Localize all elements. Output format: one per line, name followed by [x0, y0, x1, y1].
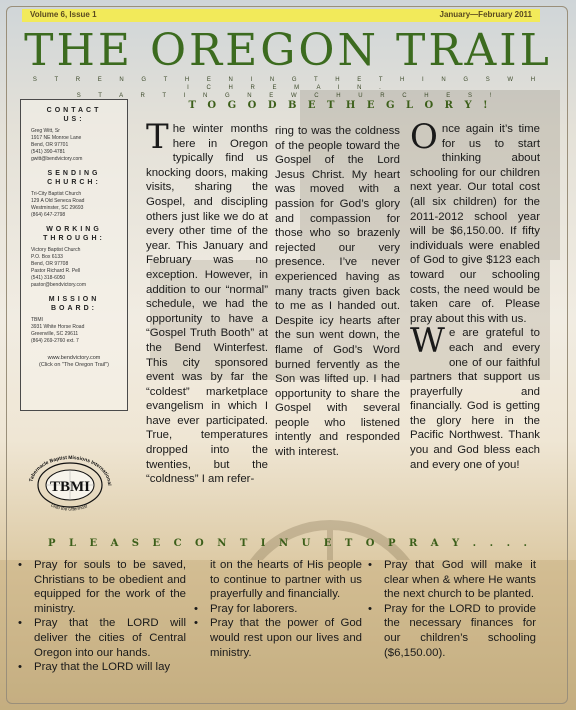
mission-board-details: TBMI 3931 White Horse Road Greenville, SC 29611 (864) 269-2760 ext. 7: [31, 317, 85, 344]
working-through-heading: WORKING THROUGH:: [43, 226, 105, 242]
website-note: (Click on "The Oregon Trail"): [39, 362, 109, 368]
contact-heading: CONTACT US:: [46, 107, 102, 123]
svg-text:Unto the Uttermost: [50, 503, 88, 512]
website-block: [21, 355, 127, 369]
article-grateful-text: e are grateful to each and every one of our faithful partners that support us prayerfully and financially. God is getting the glory here in the Pacific Northwest. Thank you and God bless each and every one of you!: [410, 327, 540, 471]
tagline-line-1: S T R E N G T H E N I N G T H E T H I N G S W H I C H R E M A I N .: [32, 77, 544, 91]
contact-details: Greg Witt, Sr 1917 NE Monroe Lane Bend, OR 97701 (541) 390-4781 gwitt@bendvictory.com: [21, 128, 127, 163]
prayer-item: • Pray for souls to be saved, Christians to be obedient and equipped for the work of the ministry.: [18, 559, 186, 615]
contact-sidebar: [20, 99, 128, 411]
logo-bottom-text: Unto the Uttermost: [50, 502, 88, 512]
article-winter-col-2: [275, 124, 400, 460]
contact-email[interactable]: gwitt@bendvictory.com: [31, 156, 83, 162]
article-winter-col-1: [146, 117, 268, 487]
tagline: [30, 76, 546, 100]
dropcap-o: O: [410, 117, 438, 157]
prayer-col-3: [366, 558, 536, 660]
sending-church-details: Tri-City Baptist Church 129 A Old Seneca Road Westminster, SC 29693 (864) 647-2798: [31, 191, 85, 218]
prayer-item: • Pray for laborers.: [194, 602, 298, 615]
prayer-item: • Pray that the LORD will lay: [18, 661, 171, 674]
volume-label: Volume 6, Issue 1: [30, 10, 97, 19]
tagline-line-2: S T A R T I N G N E W C H U R C H E S !: [76, 93, 500, 99]
logo-ring-text: Tabernacle Baptist Missions International: [28, 454, 113, 486]
prayer-item: • Pray that God will make it clear when & where He wants the next church to be planted.: [368, 559, 536, 601]
glory-heading: T O G O D B E T H E G L O R Y !: [188, 100, 492, 111]
prayer-col-1: [16, 558, 186, 675]
newsletter-title: THE OREGON TRAIL: [24, 25, 552, 76]
prayer-col-2: [192, 558, 362, 660]
prayer-item-continued: it on the hearts of His people to continue to partner with us prayerfully and financially.: [210, 559, 362, 601]
issue-bar: [22, 9, 540, 22]
tbmi-logo: [20, 453, 120, 513]
pastor-email[interactable]: pastor@bendvictory.com: [31, 282, 87, 288]
prayer-item: • Pray that the LORD will deliver the cities of Central Oregon into our hands.: [18, 617, 186, 659]
prayer-item: • Pray that the power of God would rest upon our lives and ministry.: [194, 617, 362, 659]
prayer-item: • Pray for the LORD to provide the necessary finances for our children’s schooling ($6,150.00).: [368, 602, 536, 659]
article-winter-text-1: he winter months here in Oregon typically find us knocking doors, making visits, sharing the Gospel, and discipling others just like we do at every other time of the year. This January and February was no exception. However, in addition to our “normal” schedule, we had the opportunity to have a “Gospel Truth Booth” at the Bend Winterfest. This city sponsored event was by far the “coldest” marketplace evangelism in which I have ever participated. True, temperatures dropped into the twenties, but the “coldness” I am refer-: [146, 123, 268, 486]
issue-date: January—February 2011: [439, 10, 532, 19]
article-schooling-col: [410, 117, 540, 472]
logo-center-text: TBMI: [49, 479, 91, 495]
article-schooling-text: nce again it’s time for us to start thinking about schooling for our children next year. Our total cost (all six children) for the 2011-2012 school year will be $6,150.00. If fifty individuals were enabled of God to give $123 each toward our schooling costs, the need would be taken care of. Please pray about this with us.: [410, 123, 540, 325]
article-winter-text-2: ring to was the coldness of the people toward the Gospel of the Lord Jesus Christ. My heart was moved with a passion for God’s glory and compassion for those who so brazenly rejected our very presence. I’ve never experienced having as many tracts given back to me as I handed out. Despite icy hearts after the sun went down, the flame of God’s Word burned fervently as the Son was lifted up. I had opportunity to share the Gospel with several people who listened intently and responded with interest.: [275, 125, 400, 459]
prayer-heading: P L E A S E C O N T I N U E T O P R A Y . . . .: [47, 538, 533, 549]
dropcap-t: T: [146, 117, 169, 157]
mission-board-heading: MISSION BOARD:: [48, 296, 100, 312]
website-link[interactable]: www.bendvictory.com: [47, 355, 101, 361]
dropcap-w: W: [410, 321, 445, 362]
working-through-details: Victory Baptist Church P.O. Box 6133 Bend, OR 97708 Pastor Richard R. Pell (541) 318-6050 pastor@bendvictory.com: [21, 247, 127, 289]
sending-church-heading: SENDING CHURCH:: [47, 170, 101, 186]
